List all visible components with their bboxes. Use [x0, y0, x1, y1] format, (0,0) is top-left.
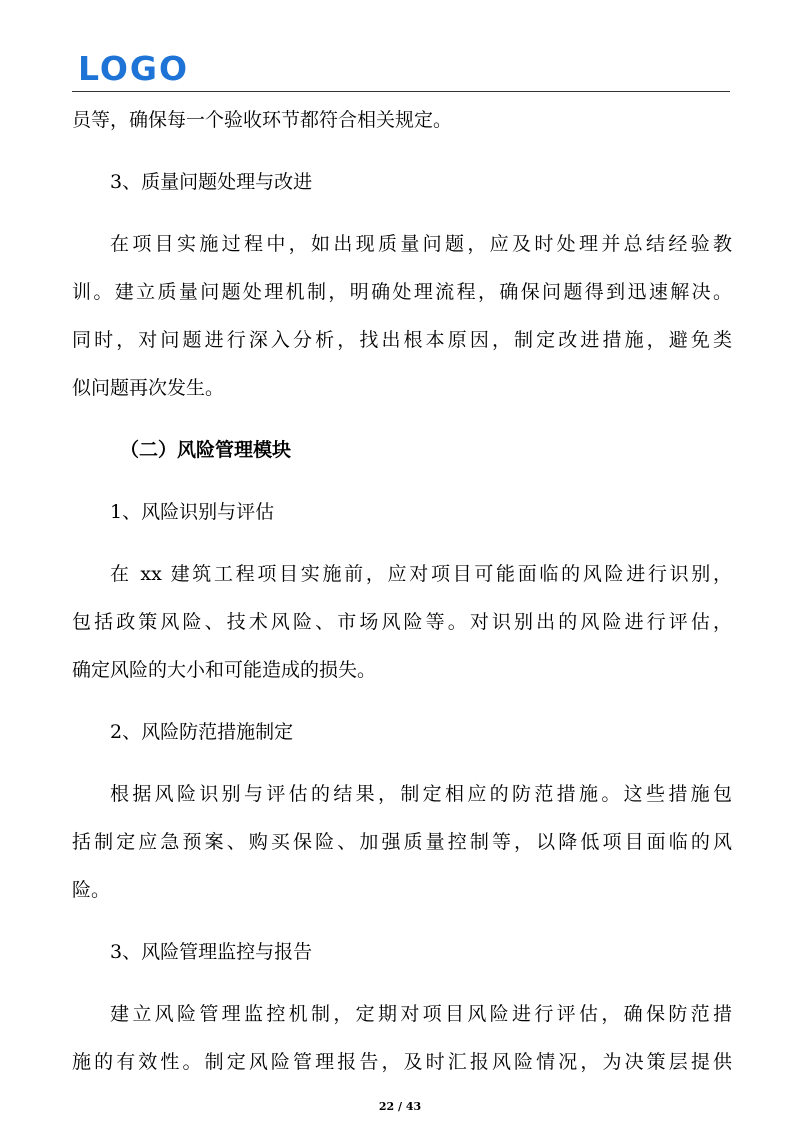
paragraph-line: 根据风险识别与评估的结果，制定相应的防范措施。这些措施包: [110, 783, 732, 805]
paragraph-line: 似问题再次发生。: [72, 377, 225, 399]
subheading: 2、风险防范措施制定: [110, 721, 294, 743]
document-body: [72, 96, 732, 1086]
paragraph-line: 括制定应急预案、购买保险、加强质量控制等，以降低项目面临的风: [72, 831, 732, 853]
paragraph-line: 同时，对问题进行深入分析，找出根本原因，制定改进措施，避免类: [72, 329, 732, 351]
paragraph-line: 建立风险管理监控机制，定期对项目风险进行评估，确保防范措: [110, 1003, 732, 1025]
subheading: 1、风险识别与评估: [110, 501, 275, 523]
paragraph-line: 员等，确保每一个验收环节都符合相关规定。: [72, 109, 453, 131]
paragraph-line: 训。建立质量问题处理机制，明确处理流程，确保问题得到迅速解决。: [72, 281, 732, 303]
section-heading: （二）风险管理模块: [120, 439, 292, 461]
paragraph-line: 包括政策风险、技术风险、市场风险等。对识别出的风险进行评估，: [72, 611, 732, 633]
subheading: 3、质量问题处理与改进: [110, 171, 313, 193]
paragraph-line: 施的有效性。制定风险管理报告，及时汇报风险情况，为决策层提供: [72, 1051, 732, 1073]
page-number: 22 / 43: [378, 1100, 422, 1113]
paragraph-line: 在项目实施过程中，如出现质量问题，应及时处理并总结经验教: [110, 233, 732, 255]
subheading: 3、风险管理监控与报告: [110, 941, 313, 963]
header-divider: [72, 91, 730, 92]
logo: LOGO: [78, 49, 190, 88]
paragraph-line: 在 xx 建筑工程项目实施前，应对项目可能面临的风险进行识别，: [110, 563, 732, 585]
paragraph-line: 险。: [72, 879, 111, 901]
paragraph-line: 确定风险的大小和可能造成的损失。: [72, 659, 377, 681]
